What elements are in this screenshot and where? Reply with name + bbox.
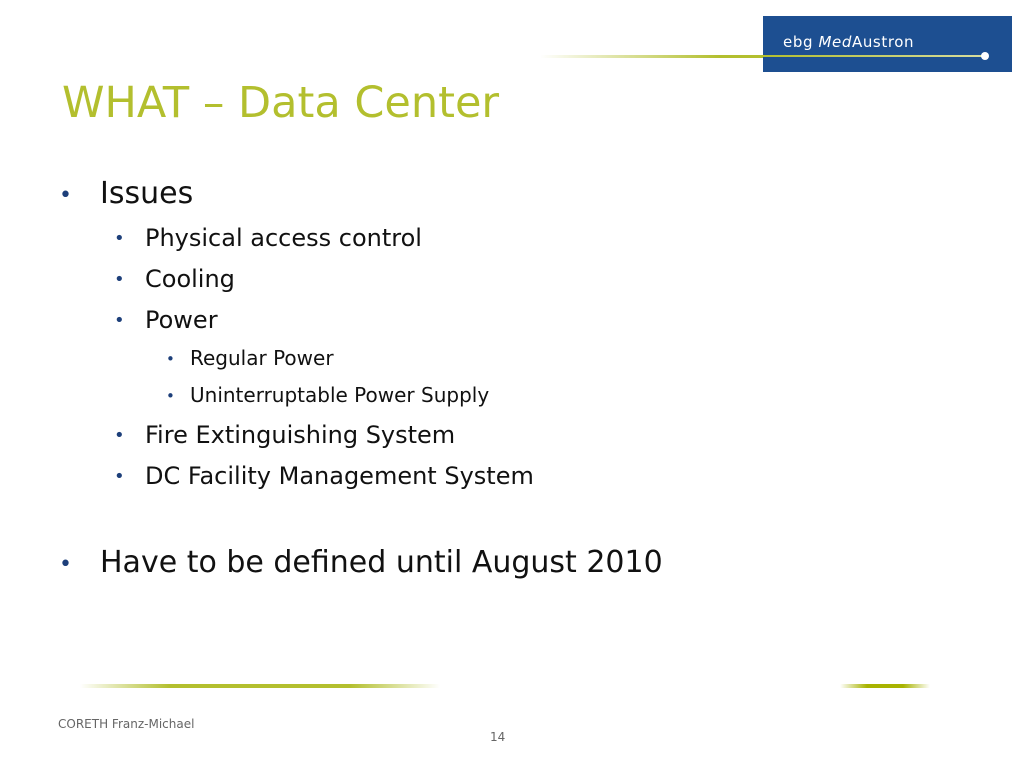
- bullet-dot: •: [114, 228, 125, 249]
- bullet-dot: •: [114, 269, 125, 290]
- bullet-cooling: [114, 265, 235, 293]
- footer-accent-line-left: [80, 684, 440, 688]
- bullet-dot: •: [166, 387, 175, 405]
- bullet-deadline: [59, 545, 663, 580]
- bullet-fire: [114, 421, 456, 449]
- bullet-text: Fire Extinguishing System: [145, 421, 456, 449]
- bullet-physical-access: [114, 224, 422, 252]
- footer-author: CORETH Franz-Michael: [58, 717, 195, 731]
- bullet-ups: [166, 383, 490, 407]
- bullet-regular-power: [166, 346, 334, 370]
- bullet-text: Physical access control: [145, 224, 422, 252]
- bullet-dot: •: [59, 552, 72, 577]
- bullet-text: Issues: [100, 176, 194, 211]
- bullet-text: Uninterruptable Power Supply: [190, 383, 490, 407]
- bullet-power: [114, 306, 218, 334]
- bullet-issues: [59, 176, 194, 211]
- bullet-text: Cooling: [145, 265, 235, 293]
- bullet-dot: •: [114, 310, 125, 331]
- logo-suffix: Austron: [851, 33, 915, 51]
- slide-title: WHAT – Data Center: [62, 78, 500, 128]
- bullet-dc-facility: [114, 462, 534, 490]
- bullet-text: Power: [145, 306, 218, 334]
- bullet-dot: •: [114, 466, 125, 487]
- page-number: 14: [490, 730, 506, 744]
- logo-prefix: ebg: [783, 33, 814, 51]
- bullet-dot: •: [166, 350, 175, 368]
- logo-med: Med: [818, 33, 852, 51]
- bullet-text: DC Facility Management System: [145, 462, 534, 490]
- bullet-text: Have to be defined until August 2010: [100, 545, 663, 580]
- bullet-dot: •: [59, 183, 72, 208]
- bullet-text: Regular Power: [190, 346, 334, 370]
- bullet-dot: •: [114, 425, 125, 446]
- footer-accent-line-right: [840, 684, 930, 688]
